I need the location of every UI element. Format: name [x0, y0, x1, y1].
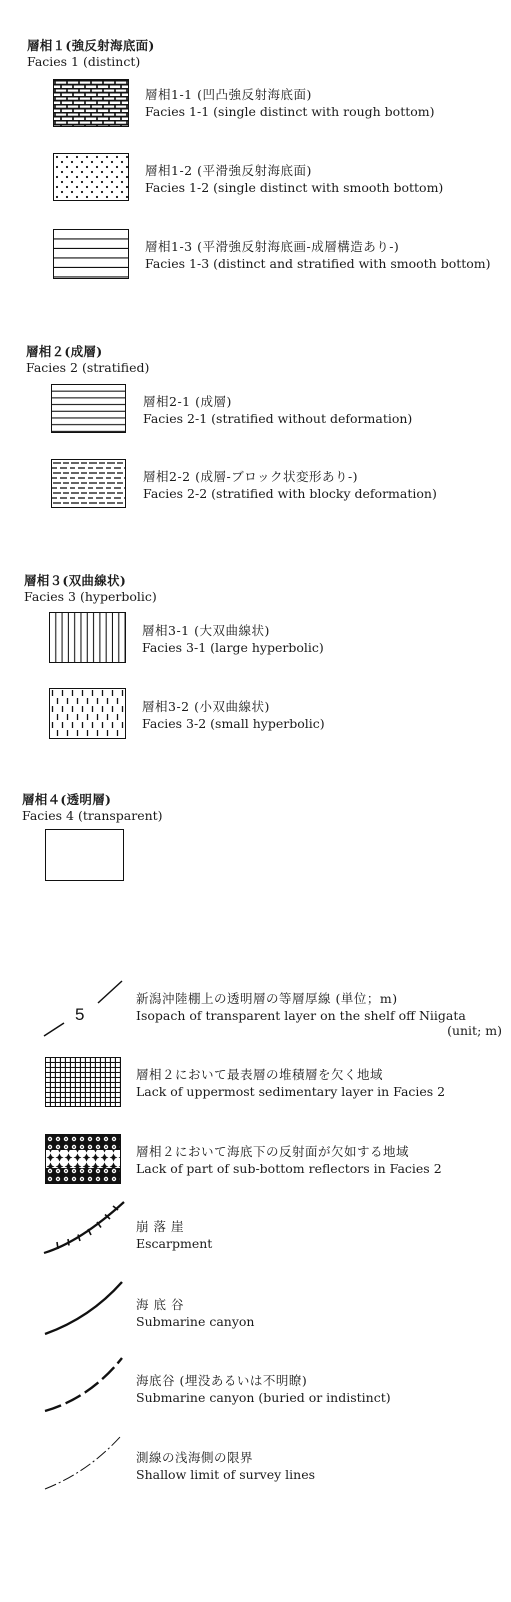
- facies-3-1-en: Facies 3-1 (large hyperbolic): [142, 640, 324, 655]
- facies-3-2-label: [142, 698, 325, 732]
- facies-2-1-en: Facies 2-1 (stratified without deformation): [143, 411, 413, 426]
- lack-uppermost-ja: 層相２において最表層の堆積層を欠く地域: [136, 1067, 384, 1082]
- escarpment-en: Escarpment: [136, 1236, 213, 1251]
- isopach-symbol: [40, 978, 130, 1040]
- facies-2-heading: [26, 344, 149, 376]
- escarpment-label: [136, 1218, 212, 1252]
- facies-4-swatch: [45, 829, 124, 881]
- canyon-dashed-line-icon: [40, 1354, 130, 1416]
- canyon-dashed-symbol: [40, 1354, 130, 1416]
- facies-3-2-ja: 層相3-2 (小双曲線状): [142, 699, 270, 714]
- facies-1-1-ja: 層相1-1 (凹凸強反射海底面): [145, 87, 312, 102]
- facies-2-1-swatch: [51, 384, 126, 433]
- isopach-label: [136, 990, 466, 1024]
- facies-2-1-label: [143, 393, 412, 427]
- grid-pattern: [46, 1058, 120, 1106]
- facies-3-1-swatch: [49, 612, 126, 663]
- lack-reflectors-en: Lack of part of sub-bottom reflectors in Facies 2: [136, 1161, 442, 1176]
- facies-4-title-en: Facies 4 (transparent): [22, 808, 163, 823]
- survey-limit-label: [136, 1449, 315, 1483]
- wide-lines-pattern: [54, 230, 128, 278]
- facies-1-1-en: Facies 1-1 (single distinct with rough bottom): [145, 104, 435, 119]
- facies-3-heading: [24, 573, 157, 605]
- facies-2-2-en: Facies 2-2 (stratified with blocky deformation): [143, 486, 437, 501]
- facies-1-3-label: [145, 238, 491, 272]
- lines-pattern: [52, 385, 125, 432]
- facies-2-2-swatch: [51, 459, 126, 508]
- canyon-en: Submarine canyon: [136, 1314, 255, 1329]
- escarpment-ja: 崩 落 崖: [136, 1219, 184, 1234]
- canyon-label: [136, 1296, 254, 1330]
- facies-3-2-swatch: [49, 688, 126, 739]
- facies-2-2-ja: 層相2-2 (成層-ブロック状変形あり-): [143, 469, 359, 484]
- survey-limit-en: Shallow limit of survey lines: [136, 1467, 316, 1482]
- facies-3-1-ja: 層相3-1 (大双曲線状): [142, 623, 270, 638]
- facies-1-3-ja: 層相1-3 (平滑強反射海底画-成層構造あり-): [145, 239, 400, 254]
- isopach-value: 5: [75, 1005, 85, 1024]
- lack-reflectors-swatch: [45, 1134, 121, 1184]
- vertical-dashes-pattern: [50, 689, 125, 738]
- canyon-ja: 海 底 谷: [136, 1297, 184, 1312]
- isopach-line-icon: [40, 978, 130, 1040]
- facies-2-2-label: [143, 468, 437, 502]
- facies-1-1-swatch: [53, 79, 129, 127]
- facies-1-3-en: Facies 1-3 (distinct and stratified with smooth bottom): [145, 256, 491, 271]
- facies-1-3-swatch: [53, 229, 129, 279]
- facies-3-title-en: Facies 3 (hyperbolic): [24, 589, 157, 604]
- canyon-dashed-en: Submarine canyon (buried or indistinct): [136, 1390, 391, 1405]
- lack-uppermost-label: [136, 1066, 445, 1100]
- escarpment-line-icon: [40, 1198, 130, 1260]
- facies-1-1-label: [145, 86, 435, 120]
- lack-uppermost-swatch: [45, 1057, 121, 1107]
- facies-4-heading: [22, 792, 163, 824]
- ornate-pattern: [46, 1135, 120, 1183]
- canyon-dashed-label: [136, 1372, 391, 1406]
- escarpment-symbol: [40, 1198, 130, 1260]
- isopach-unit: (unit; m): [447, 1023, 502, 1038]
- facies-1-2-swatch: [53, 153, 129, 201]
- survey-limit-ja: 測線の浅海側の限界: [136, 1450, 254, 1465]
- isopach-ja: 新潟沖陸棚上の透明層の等層厚線 (単位；m): [136, 991, 398, 1006]
- facies-4-title-ja: 層相４(透明層): [22, 792, 112, 807]
- facies-1-2-ja: 層相1-2 (平滑強反射海底面): [145, 163, 312, 178]
- lack-reflectors-label: [136, 1143, 442, 1177]
- dashes-pattern: [52, 460, 125, 507]
- facies-1-title-en: Facies 1 (distinct): [27, 54, 141, 69]
- lack-uppermost-en: Lack of uppermost sedimentary layer in Facies 2: [136, 1084, 446, 1099]
- facies-2-title-ja: 層相２(成層): [26, 344, 103, 359]
- brick-pattern: [54, 80, 128, 126]
- canyon-symbol: [40, 1278, 130, 1340]
- survey-limit-line-icon: [40, 1432, 130, 1494]
- facies-1-heading: [27, 38, 155, 70]
- survey-limit-symbol: [40, 1432, 130, 1494]
- isopach-en: Isopach of transparent layer on the shelf off Niigata: [136, 1008, 466, 1023]
- facies-3-2-en: Facies 3-2 (small hyperbolic): [142, 716, 325, 731]
- canyon-line-icon: [40, 1278, 130, 1340]
- dots-pattern: [54, 154, 128, 200]
- facies-2-1-ja: 層相2-1 (成層): [143, 394, 232, 409]
- facies-1-title-ja: 層相１(強反射海底面): [27, 38, 155, 53]
- vertical-lines-pattern: [50, 613, 125, 662]
- lack-reflectors-ja: 層相２において海底下の反射面が欠如する地域: [136, 1144, 410, 1159]
- facies-1-2-en: Facies 1-2 (single distinct with smooth bottom): [145, 180, 444, 195]
- facies-1-2-label: [145, 162, 443, 196]
- facies-3-1-label: [142, 622, 324, 656]
- facies-2-title-en: Facies 2 (stratified): [26, 360, 150, 375]
- facies-3-title-ja: 層相３(双曲線状): [24, 573, 127, 588]
- canyon-dashed-ja: 海底谷 (埋没あるいは不明瞭): [136, 1373, 308, 1388]
